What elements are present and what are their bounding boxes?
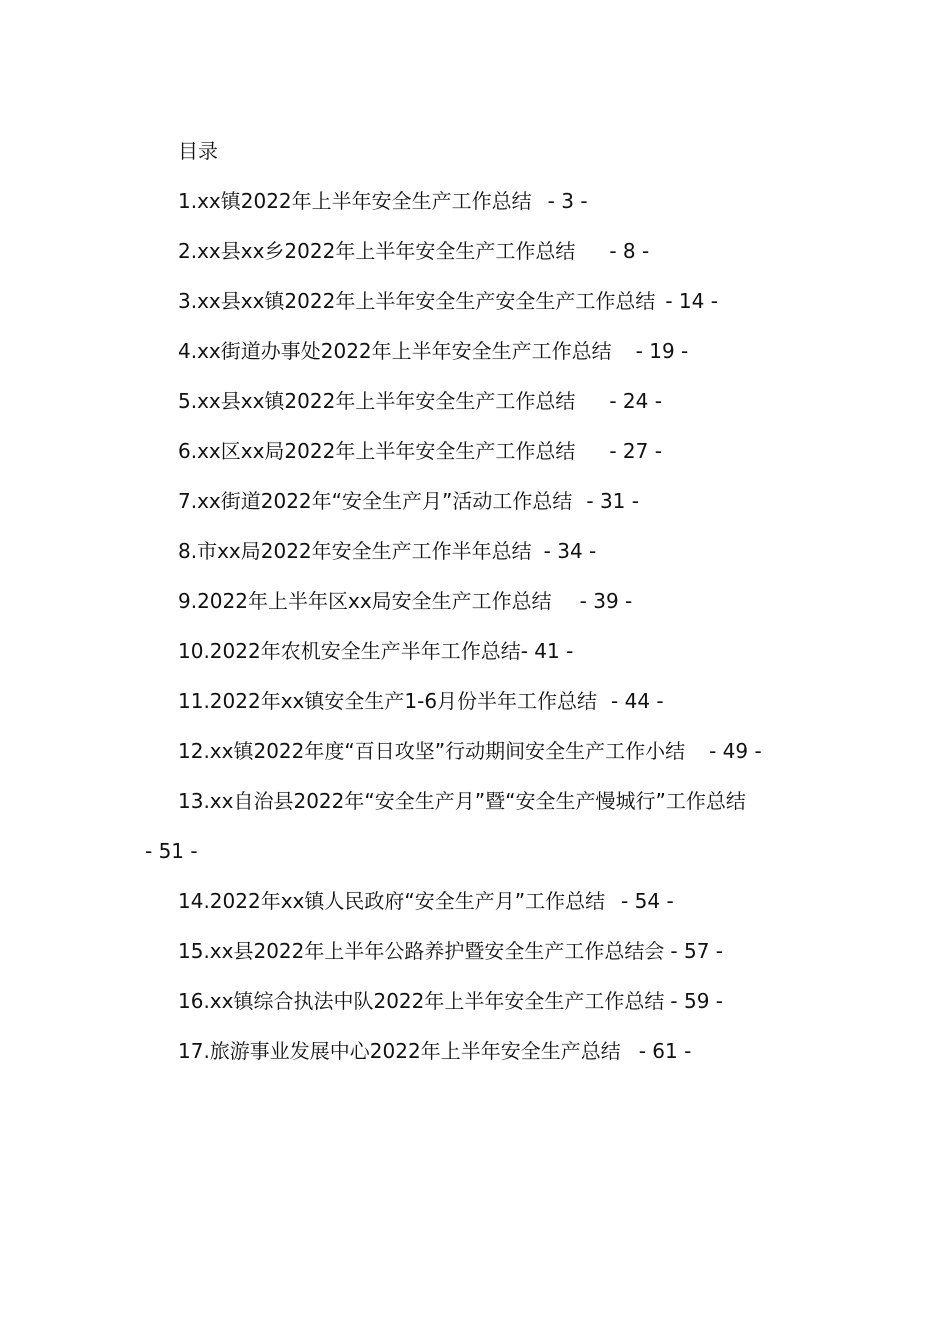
toc-entry-page: - 49 -	[709, 739, 762, 763]
toc-entry-11[interactable]	[145, 676, 810, 726]
toc-entry-10[interactable]	[145, 626, 810, 676]
toc-entry-page: - 44 -	[611, 689, 664, 713]
toc-entry-15[interactable]	[145, 926, 810, 976]
toc-entry-label: 14.2022年xx镇人民政府“安全生产月”工作总结	[178, 889, 606, 913]
toc-entry-label: 6.xx区xx局2022年上半年安全生产工作总结	[178, 439, 576, 463]
toc-entry-label: 2.xx县xx乡2022年上半年安全生产工作总结	[178, 239, 576, 263]
toc-entry-3[interactable]	[145, 276, 810, 326]
toc-entry-5[interactable]	[145, 376, 810, 426]
toc-entry-4[interactable]	[145, 326, 810, 376]
toc-entry-label: 9.2022年上半年区xx局安全生产工作总结	[178, 589, 552, 613]
toc-entry-label: 15.xx县2022年上半年公路养护暨安全生产工作总结会	[178, 939, 665, 963]
toc-title: 目录	[178, 139, 218, 163]
toc-entry-2[interactable]	[145, 226, 810, 276]
toc-entry-14[interactable]	[145, 876, 810, 926]
toc-entry-page: - 41 -	[520, 639, 574, 663]
toc-entry-label: 12.xx镇2022年度“百日攻坚”行动期间安全生产工作小结	[178, 739, 686, 763]
toc-entry-page: - 51 -	[145, 839, 198, 863]
toc-entry-label: 8.市xx局2022年安全生产工作半年总结	[178, 539, 532, 563]
toc-entry-label: 3.xx县xx镇2022年上半年安全生产安全生产工作总结	[178, 289, 656, 313]
toc-entry-9[interactable]	[145, 576, 810, 626]
toc-entry-page: - 14 -	[665, 289, 718, 313]
toc-entry-label: 11.2022年xx镇安全生产1-6月份半年工作总结	[178, 689, 598, 713]
toc-entry-12[interactable]	[145, 726, 810, 776]
toc-entry-label: 10.2022年农机安全生产半年工作总结	[178, 639, 521, 663]
toc-entry-page: - 27 -	[609, 439, 662, 463]
toc-entry-page: - 31 -	[586, 489, 639, 513]
toc-entry-16[interactable]	[145, 976, 810, 1026]
toc-entry-label: 1.xx镇2022年上半年安全生产工作总结	[178, 189, 532, 213]
toc-entry-label: 17.旅游事业发展中心2022年上半年安全生产总结	[178, 1039, 621, 1063]
toc-entry-page: - 34 -	[543, 539, 597, 563]
toc-entry-page: - 54 -	[621, 889, 674, 913]
toc-entry-page: - 24 -	[609, 389, 662, 413]
toc-entry-page: - 8 -	[609, 239, 650, 263]
toc-entry-page: - 19 -	[635, 339, 689, 363]
table-of-contents	[145, 126, 810, 1076]
toc-entry-label: 5.xx县xx镇2022年上半年安全生产工作总结	[178, 389, 576, 413]
toc-entry-7[interactable]	[145, 476, 810, 526]
toc-entry-6[interactable]	[145, 426, 810, 476]
toc-entry-label: 4.xx街道办事处2022年上半年安全生产工作总结	[178, 339, 612, 363]
toc-entry-page: - 61 -	[638, 1039, 692, 1063]
toc-entry-8[interactable]	[145, 526, 810, 576]
toc-entry-label: 13.xx自治县2022年“安全生产月”暨“安全生产慢城行”工作总结	[178, 789, 746, 813]
toc-entry-page: - 57 -	[670, 939, 723, 963]
toc-entry-page: - 59 -	[670, 989, 723, 1013]
toc-entry-13[interactable]	[145, 776, 810, 876]
toc-entry-17[interactable]	[145, 1026, 810, 1076]
toc-entry-1[interactable]	[145, 176, 810, 226]
toc-entry-page: - 3 -	[547, 189, 588, 213]
toc-entry-label: 16.xx镇综合执法中队2022年上半年安全生产工作总结	[178, 989, 665, 1013]
toc-entry-page: - 39 -	[579, 589, 633, 613]
toc-entry-label: 7.xx街道2022年“安全生产月”活动工作总结	[178, 489, 573, 513]
